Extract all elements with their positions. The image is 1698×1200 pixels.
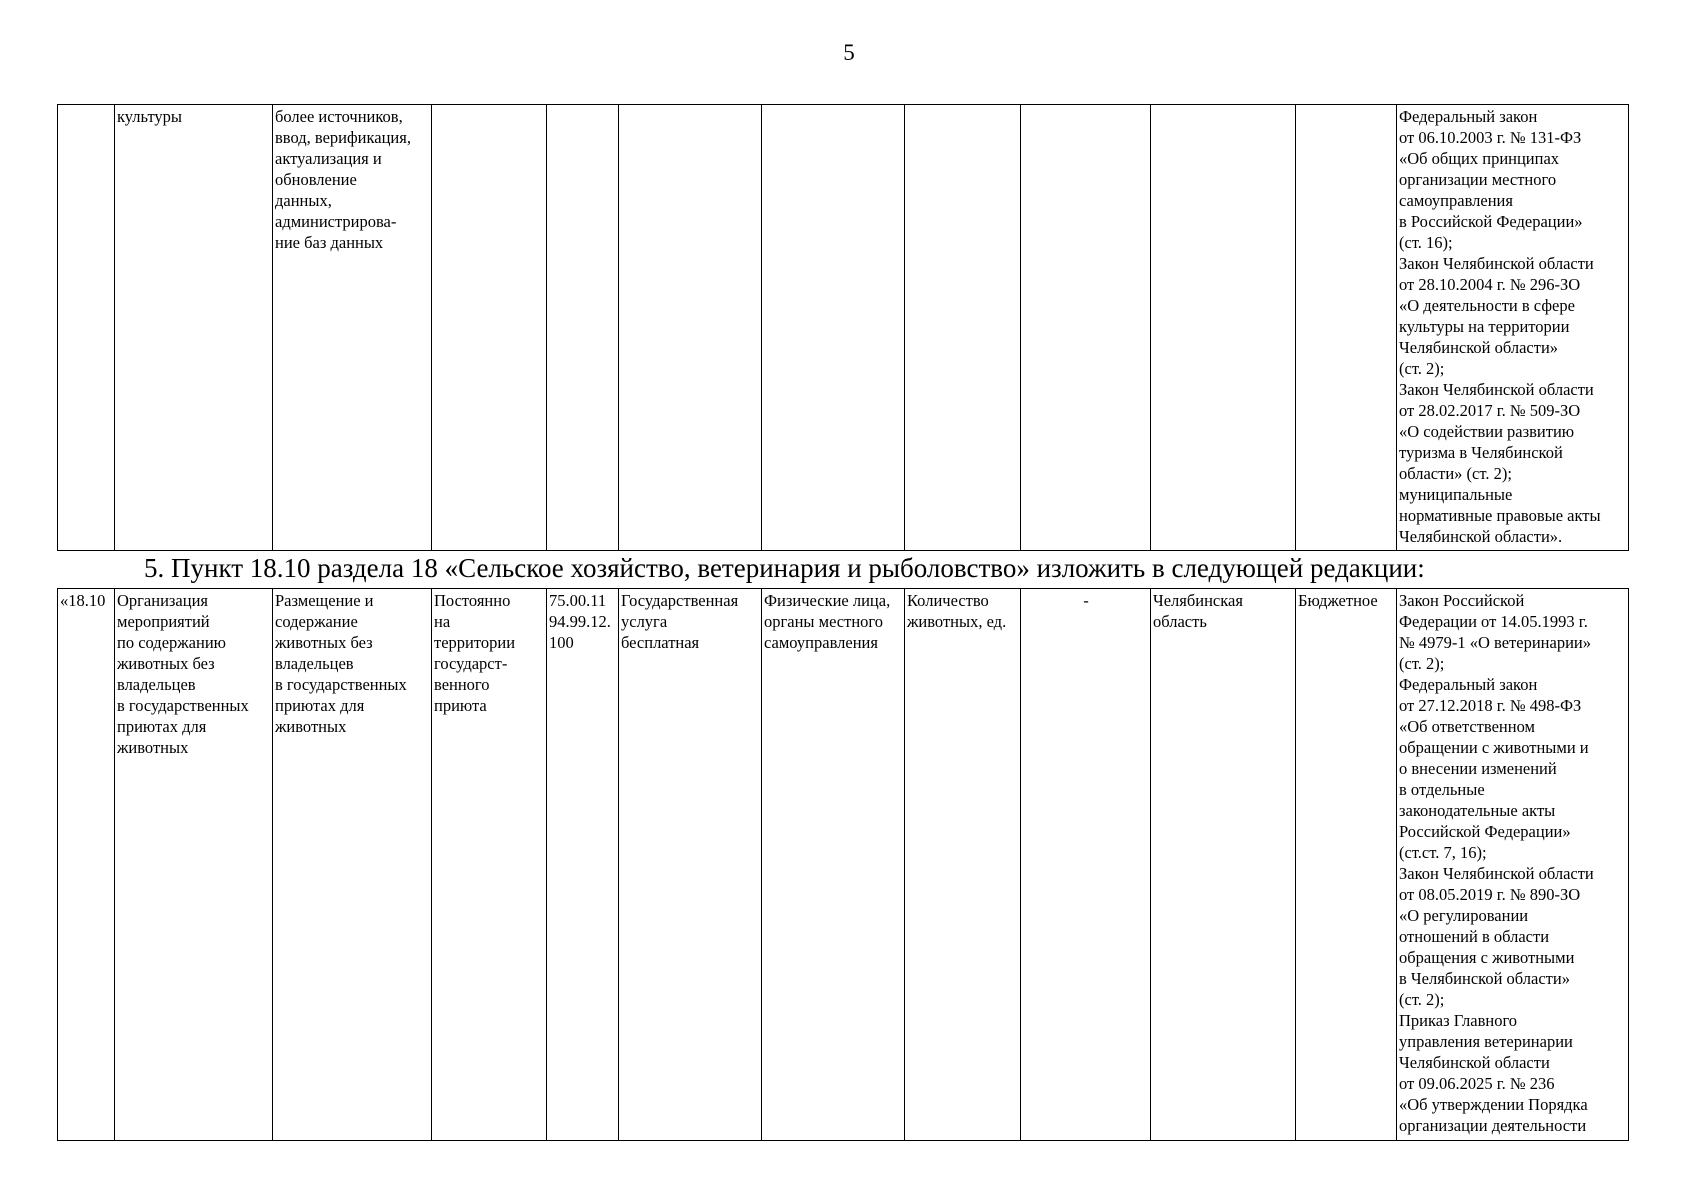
page-number: 5 — [843, 40, 855, 65]
cell-number: «18.10 — [58, 589, 115, 1141]
cell-codes: 75.00.11 94.99.12. 100 — [547, 589, 619, 1141]
cell-codes — [547, 105, 619, 551]
cell-type: Государственная услуга бесплатная — [619, 589, 762, 1141]
table-continued — [57, 104, 1629, 551]
cell-type — [619, 105, 762, 551]
table-row — [58, 105, 1629, 551]
cell-content: Размещение и содержание животных без владельцев в государственных приютах для животных — [273, 589, 432, 1141]
cell-legal-basis: Федеральный закон от 06.10.2003 г. № 131-ФЗ «Об общих принципах организации местного самоуправления в Российской Федерации» (ст. 16); Закон Челябинской области от 28.10.2004 г. № 296-ЗО «О деятельности в сфере культуры на территории Челябинской области» (ст. 2); Закон Челябинской области от 28.02.2017 г. № 509-ЗО «О содействии развитию туризма в Челябинской области» (ст. 2); муниципальные нормативные правовые акты Челябинской области». — [1397, 105, 1629, 551]
cell-indicator — [905, 105, 1021, 551]
cell-financing: Бюджетное — [1296, 589, 1397, 1141]
cell-level — [1151, 105, 1296, 551]
cell-number — [58, 105, 115, 551]
cell-indicator: Количество животных, ед. — [905, 589, 1021, 1141]
cell-sphere: Организация мероприятий по содержанию животных без владельцев в государственных приютах для животных — [115, 589, 273, 1141]
cell-consumers: Физические лица, органы местного самоуправления — [762, 589, 905, 1141]
cell-conditions — [432, 105, 547, 551]
table-row — [58, 589, 1629, 1141]
table-item-18-10 — [57, 588, 1629, 1141]
cell-level: Челябинская область — [1151, 589, 1296, 1141]
cell-legal-basis: Закон Российской Федерации от 14.05.1993 г. № 4979-1 «О ветеринарии» (ст. 2); Федеральный закон от 27.12.2018 г. № 498-ФЗ «Об ответственном обращении с животными и о внесении изменений в отдельные законодательные акты Российской Федерации» (ст.ст. 7, 16); Закон Челябинской области от 08.05.2019 г. № 890-ЗО «О регулировании отношений в области обращения с животными в Челябинской области» (ст. 2); Приказ Главного управления ветеринарии Челябинской области от 09.06.2025 г. № 236 «Об утверждении Порядка организации деятельности — [1397, 589, 1629, 1141]
cell-content: более источников, ввод, верификация, актуализация и обновление данных, администрирова- ние баз данных — [273, 105, 432, 551]
cell-extra: - — [1021, 589, 1151, 1141]
cell-consumers — [762, 105, 905, 551]
cell-extra — [1021, 105, 1151, 551]
cell-sphere: культуры — [115, 105, 273, 551]
cell-financing — [1296, 105, 1397, 551]
instruction-heading: 5. Пункт 18.10 раздела 18 «Сельское хозяйство, ветеринария и рыболовство» изложить в следующей редакции: — [144, 553, 1425, 583]
cell-conditions: Постоянно на территории государст- венного приюта — [432, 589, 547, 1141]
